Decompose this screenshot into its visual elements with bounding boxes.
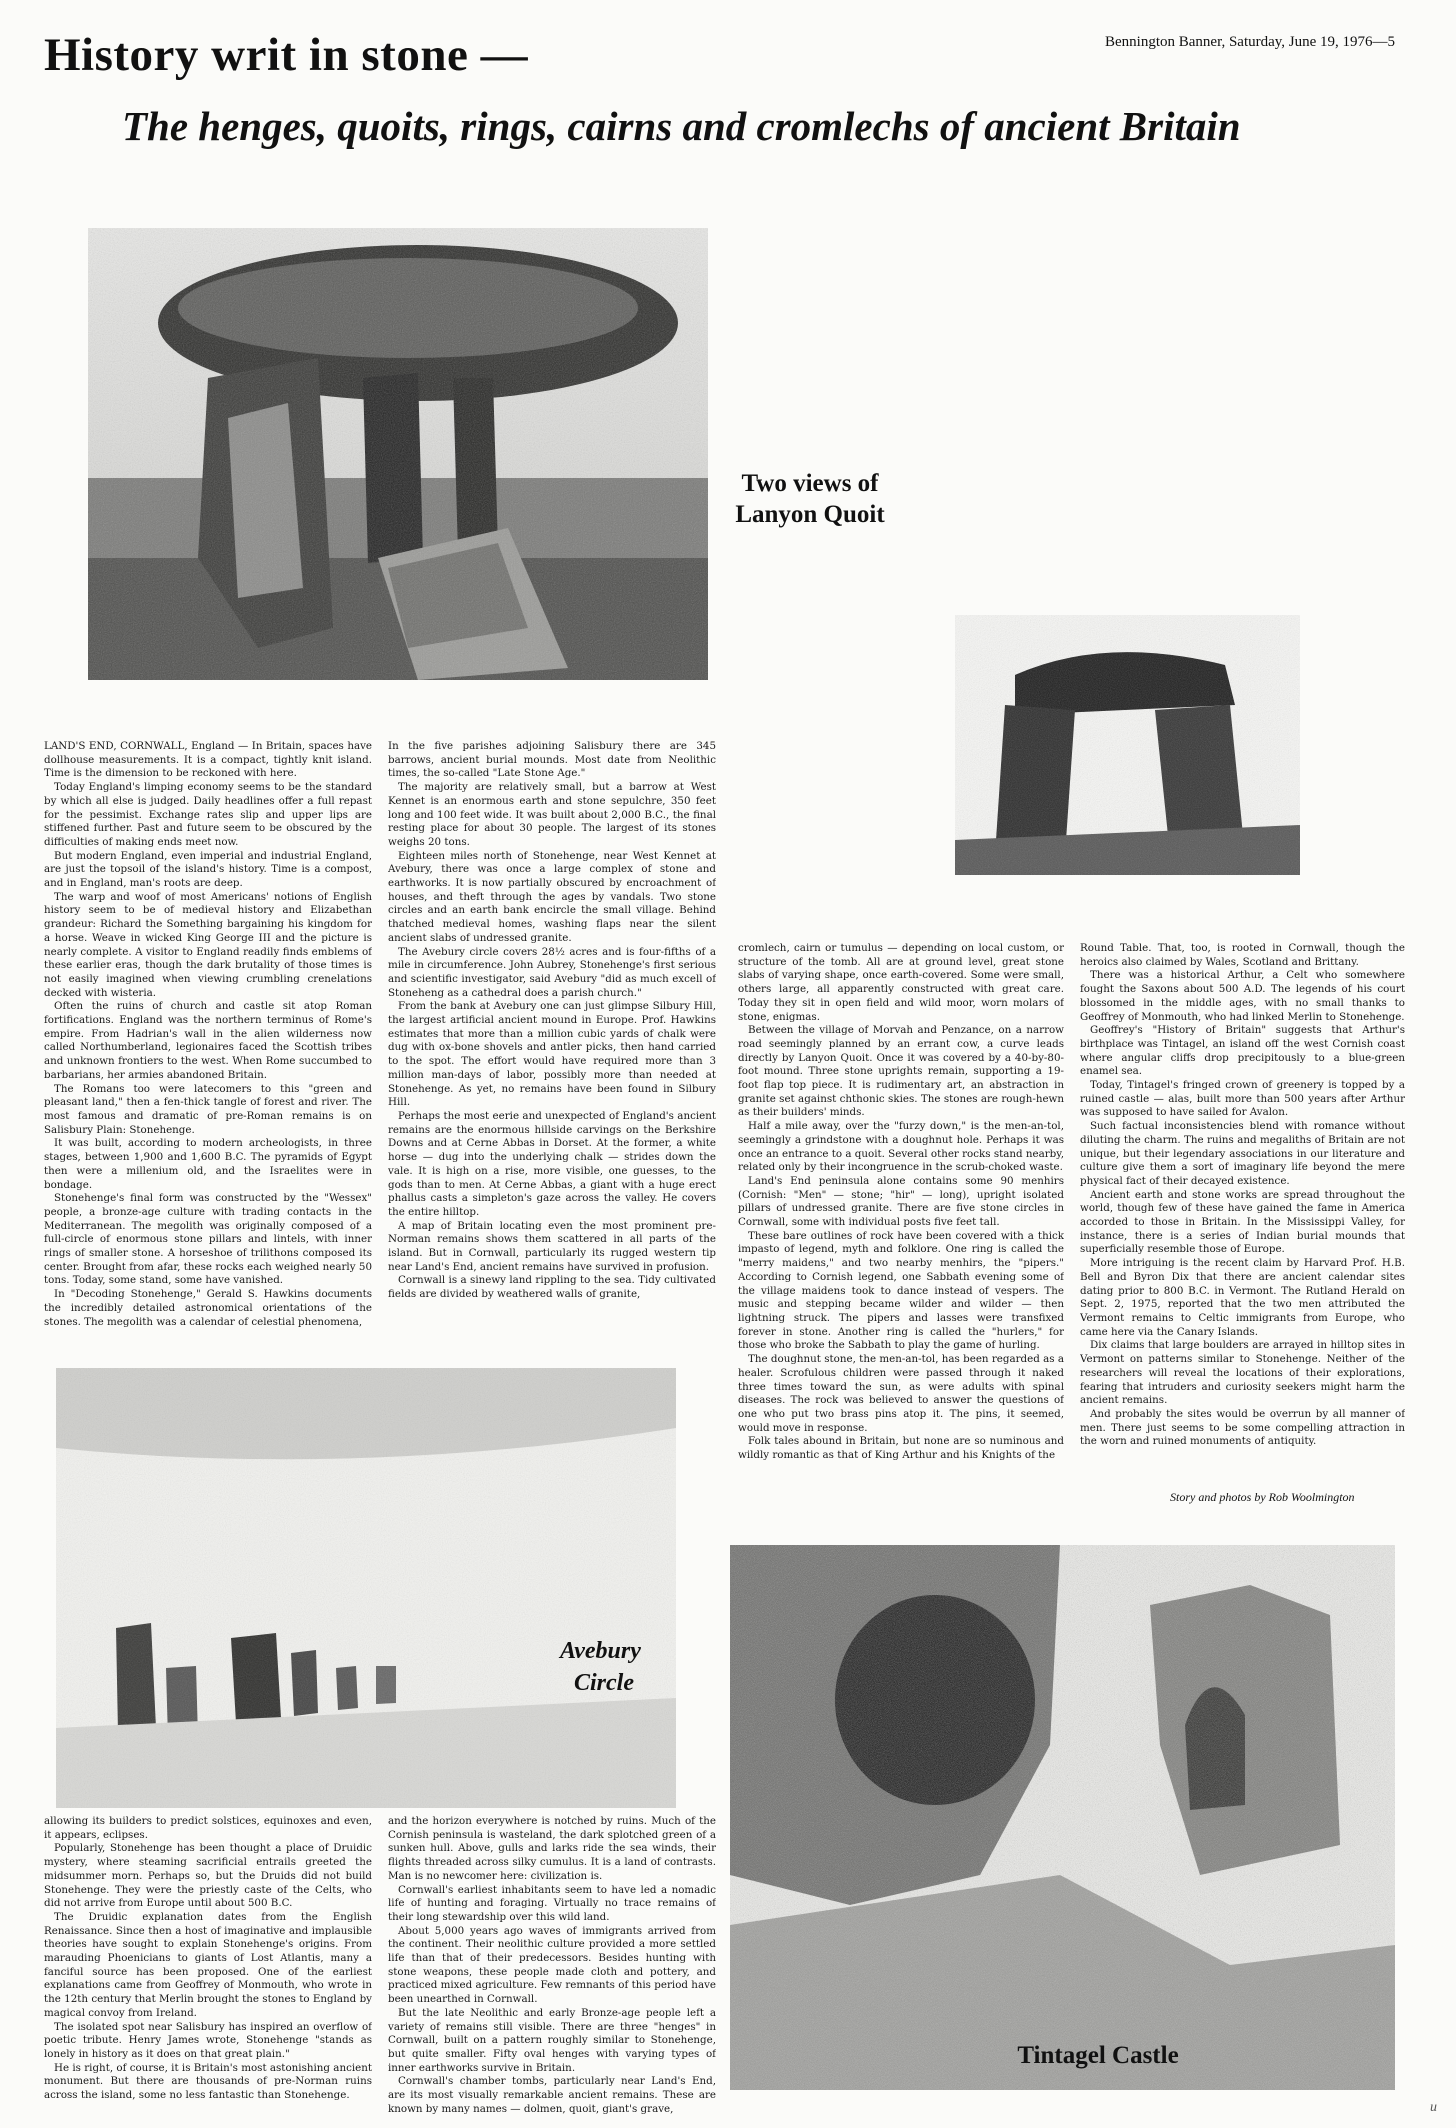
- paragraph: More intriguing is the recent claim by Harvard Prof. H.B. Bell and Byron Dix that there are ancient calendar sites dating prior to 800 B.C. in Vermont. The Rutland Herald on Sept. 2, 1975, reported that the two men attributed the Vermont remains to Celtic immigrants from Europe, who came here via the Canary Islands.: [1080, 1257, 1405, 1338]
- paragraph: Half a mile away, over the "furzy down," is the men-an-tol, seemingly a grindstone with a doughnut hole. Perhaps it was once an entrance to a quoit. Several other rocks stand nearby, related only by their incongruence in the scrub-choked waste.: [738, 1120, 1064, 1174]
- paragraph: Perhaps the most eerie and unexpected of England's ancient remains are the enormous hillside carvings on the Berkshire Downs and at Cerne Abbas in Dorset. At the former, a white horse — dug into the underlying chalk — strides down the vale. It is high on a rise, more visible, one guesses, to the gods than to men. At Cerne Abbas, a giant with a huge erect phallus casts a simpleton's gaze across the valley. He covers the entire hilltop.: [388, 1109, 716, 1218]
- subheadline: The henges, quoits, rings, cairns and cromlechs of ancient Britain: [122, 103, 1241, 149]
- paragraph: About 5,000 years ago waves of immigrants arrived from the continent. Their neolithic culture provided a more settled life than that of their predecessors. Besides hunting with stone weapons, these people made cloth and pottery, and practiced mixed agriculture. Few remnants of this period have been unearthed in Cornwall.: [388, 1924, 716, 2006]
- article-column-1: [44, 740, 372, 1330]
- paragraph: allowing its builders to predict solstices, equinoxes and even, it appears, eclipses.: [44, 1815, 372, 1841]
- caption-lanyon-quoit: Two views of Lanyon Quoit: [735, 470, 885, 529]
- paragraph: There was a historical Arthur, a Celt who somewhere fought the Saxons about 500 A.D. The legends of his court blossomed in the middle ages, with no small thanks to Geoffrey of Monmouth, who had linked Merlin to Stonehenge.: [1080, 969, 1405, 1023]
- paragraph: Often the ruins of church and castle sit atop Roman fortifications. England was the northern terminus of Rome's empire. From Hadrian's wall in the alien wilderness now called Northumberland, legionaires faced the Scottish tribes and unknown frontiers to the west. When Rome succumbed to barbarians, her armies abandoned Britain.: [44, 1000, 372, 1081]
- caption-avebury-line2: Circle: [574, 1670, 634, 1697]
- article-column-4: [1080, 942, 1405, 1482]
- article-column-6: [388, 1815, 716, 2115]
- photo-avebury-circle: [56, 1368, 676, 1808]
- paragraph: Today, Tintagel's fringed crown of greenery is topped by a ruined castle — alas, built more than 500 years after Arthur was supposed to have sailed for Avalon.: [1080, 1079, 1405, 1119]
- paragraph: Land's End peninsula alone contains some 90 menhirs (Cornish: "Men" — stone; "hir" — long), upright isolated pillars of undressed granite. There are five stone circles in Cornwall, some with individual posts five feet tall.: [738, 1174, 1064, 1229]
- paragraph: Folk tales abound in Britain, but none are so numinous and wildly romantic as that of King Arthur and his Knights of the: [738, 1435, 1064, 1462]
- paragraph: The warp and woof of most Americans' notions of English history seem to be of medieval history and Elizabethan grandeur: Richard the Something bargaining his kingdom for a horse. Weave in wicked King George III and the picture is nearly complete. A visitor to England readily finds emblems of these earlier eras, though the dark brutality of those times is not easily imagined when viewing crumbling crenelations decked with wisteria.: [44, 890, 372, 999]
- article-column-5: [44, 1815, 372, 2115]
- paragraph: Cornwall is a sinewy land rippling to the sea. Tidy cultivated fields are divided by weathered walls of granite,: [388, 1274, 716, 1301]
- paragraph: Dix claims that large boulders are arrayed in hilltop sites in Vermont on patterns similar to Stonehenge. Neither of the researchers will reveal the locations of their explorations, fearing that intruders and curiosity seekers might harm the ancient remains.: [1080, 1339, 1405, 1407]
- caption-tintagel-castle: Tintagel Castle: [1017, 2042, 1179, 2069]
- caption-avebury-line1: Avebury: [560, 1638, 641, 1664]
- photo-lanyon-quoit-1: [88, 228, 708, 680]
- paragraph: Cornwall's earliest inhabitants seem to have led a nomadic life of hunting and foraging. Virtually no trace remains of their long stewardship over this wild land.: [388, 1883, 716, 1923]
- paragraph: The majority are relatively small, but a barrow at West Kennet is an enormous earth and stone sepulchre, 350 feet long and 100 feet wide. It was built about 2,000 B.C., the final resting place for about 30 people. The largest of its stones weighs 20 tons.: [388, 781, 716, 848]
- photo-tintagel-castle: [730, 1545, 1395, 2090]
- paragraph: Popularly, Stonehenge has been thought a place of Druidic mystery, where steaming sacrificial entrails greeted the midsummer morn. Perhaps so, but the Druids did not build Stonehenge. They were the priestly caste of the Celts, who did not arrive from Europe until about 500 B.C.: [44, 1842, 372, 1910]
- paragraph: LAND'S END, CORNWALL, England — In Britain, spaces have dollhouse measurements. It is a compact, tightly knit island. Time is the dimension to be reckoned with here.: [44, 740, 372, 780]
- paragraph: Eighteen miles north of Stonehenge, near West Kennet at Avebury, there was once a large complex of stone and earthworks. It is now partially obscured by encroachment of houses, and theft through the ages by vandals. Two stone circles and an earth bank encircle the small village. Behind thatched medieval homes, washing flaps near the silent ancient slabs of undressed granite.: [388, 849, 716, 944]
- paragraph: Cornwall's chamber tombs, particularly near Land's End, are its most visually remarkable ancient remains. These are known by many names — dolmen, quoit, giant's grave,: [388, 2075, 716, 2115]
- paragraph: Such factual inconsistencies blend with romance without diluting the charm. The ruins and megaliths of Britain are not unique, but their legendary associations in our literature and culture give them a sort of imaginary life beyond the mere physical fact of their decayed existence.: [1080, 1120, 1405, 1187]
- paragraph: Today England's limping economy seems to be the standard by which all else is judged. Daily headlines offer a full repast for the pessimist. Exchange rates slip and upper lips are stiffened further. Past and future seem to be obscured by the difficulties of making ends meet now.: [44, 781, 372, 848]
- paragraph: From the bank at Avebury one can just glimpse Silbury Hill, the largest artificial ancient mound in Europe. Prof. Hawkins estimates that more than a million cubic yards of chalk were dug with ox-bone shovels and antler picks, then hand carried to the spot. The effort would have required more than 3 million man-days of labor, possibly more than needed at Stonehenge. As yet, no remains have been found in Silbury Hill.: [388, 1000, 716, 1109]
- paragraph: The Romans too were latecomers to this "green and pleasant land," then a fen-thick tangle of forest and river. The most famous and dramatic of pre-Roman remains is on Salisbury Plain: Stonehenge.: [44, 1082, 372, 1136]
- caption-avebury-circle: [560, 1635, 680, 1700]
- page-mark: u: [1430, 2100, 1437, 2115]
- paragraph: Ancient earth and stone works are spread throughout the world, though few of these have gained the fame in America accorded to those in Britain. In the Mississippi Valley, for instance, there is a series of Indian burial mounds that superficially resemble those of Europe.: [1080, 1188, 1405, 1256]
- photo-credit: Story and photos by Rob Woolmington: [1170, 1490, 1355, 1504]
- paragraph: In "Decoding Stonehenge," Gerald S. Hawkins documents the incredibly detailed astronomical orientations of the stones. The megolith was a calendar of celestial phenomena,: [44, 1288, 372, 1328]
- paragraph: Between the village of Morvah and Penzance, on a narrow road seemingly planned by an errant cow, a curve leads directly by Lanyon Quoit. Once it was covered by a 40-by-80-foot mound. Three stone uprights remain, supporting a 19-foot flap top piece. It is rudimentary art, an abstraction in granite set against chthonic skies. The stones are rough-hewn as their builders' minds.: [738, 1024, 1064, 1119]
- dateline: Bennington Banner, Saturday, June 19, 1976—5: [1105, 34, 1396, 50]
- paragraph: and the horizon everywhere is notched by ruins. Much of the Cornish peninsula is wasteland, the dark splotched green of a sunken hull. Above, gulls and larks ride the sea winds, their flights threaded across silky cumulus. It is a land of contrasts. Man is no newcomer here: civilization is.: [388, 1815, 716, 1882]
- paragraph: Geoffrey's "History of Britain" suggests that Arthur's birthplace was Tintagel, an island off the west Cornish coast where angular cliffs drop precipitously to a blue-green enamel sea.: [1080, 1024, 1405, 1078]
- headline: History writ in stone —: [44, 29, 529, 81]
- paragraph: It was built, according to modern archeologists, in three stages, between 1,900 and 1,600 B.C. The pyramids of Egypt then were a millenium old, and the Israelites were in bondage.: [44, 1137, 372, 1191]
- paragraph: The isolated spot near Salisbury has inspired an overflow of poetic tribute. Henry James wrote, Stonehenge "stands as lonely in history as it does on that great plain.": [44, 2020, 372, 2060]
- paragraph: The Avebury circle covers 28½ acres and is four-fifths of a mile in circumference. John Aubrey, Stonehenge's first serious and scientific investigator, said Avebury "did as much excell of Stoneheng as a cathedral does a parish church.": [388, 945, 716, 999]
- paragraph: But the late Neolithic and early Bronze-age people left a variety of remains still visible. There are three "henges" in Cornwall, built on a pattern roughly similar to Stonehenge, but quite smaller. Fifty oval henges with varying types of inner earthworks survive in Britain.: [388, 2006, 716, 2074]
- paragraph: Round Table. That, too, is rooted in Cornwall, though the heroics also claimed by Wales, Scotland and Brittany.: [1080, 942, 1405, 968]
- paragraph: Stonehenge's final form was constructed by the "Wessex" people, a bronze-age culture with trading contacts in the Mediterranean. The megolith was originally composed of a full-circle of enormous stone pillars and lintels, with inner rings of smaller stone. A horseshoe of trilithons composed its center. Brought from afar, these rocks each weighed nearly 50 tons. Today, some stand, some have vanished.: [44, 1192, 372, 1287]
- paragraph: A map of Britain locating even the most prominent pre-Norman remains shows them scattered in all parts of the island. But in Cornwall, particularly its rugged western tip near Land's End, ancient remains have survived in profusion.: [388, 1219, 716, 1273]
- paragraph: The doughnut stone, the men-an-tol, has been regarded as a healer. Scrofulous children were passed through it naked three times toward the sun, as were adults with spinal diseases. The rock was believed to answer the questions of one who put two brass pins atop it. The pins, it seemed, would move in response.: [738, 1353, 1064, 1434]
- paragraph: And probably the sites would be overrun by all manner of men. There just seems to be some compelling attraction in the worn and ruined monuments of antiquity.: [1080, 1407, 1405, 1448]
- paragraph: He is right, of course, it is Britain's most astonishing ancient monument. But there are thousands of pre-Norman ruins across the island, some no less fantastic than Stonehenge.: [44, 2061, 372, 2102]
- article-column-3: [738, 942, 1064, 1547]
- paragraph: cromlech, cairn or tumulus — depending on local custom, or structure of the tomb. All are at ground level, great stone slabs of varying shape, once earth-covered. Some were small, others large, all apparently constructed with great care. Today they sit in open field and wild moor, worn molars of stone, enigmas.: [738, 942, 1064, 1023]
- article-column-2: [388, 740, 716, 1330]
- paragraph: These bare outlines of rock have been covered with a thick impasto of legend, myth and folklore. One ring is called the "merry maidens," and two nearby menhirs, the "pipers." According to Cornish legend, one Sabbath evening some of the village maidens took to dance instead of vespers. The music and stepping became wilder and wilder — then lightning struck. The pipers and lasses were transfixed forever in stone. Another ring is called the "hurlers," for those who broke the Sabbath to play the game of hurling.: [738, 1229, 1064, 1352]
- paragraph: In the five parishes adjoining Salisbury there are 345 barrows, ancient burial mounds. Most date from Neolithic times, the so-called "Late Stone Age.": [388, 740, 716, 780]
- photo-lanyon-quoit-2: [955, 615, 1300, 875]
- paragraph: But modern England, even imperial and industrial England, are just the topsoil of the island's history. Time is a compost, and in England, man's roots are deep.: [44, 849, 372, 890]
- paragraph: The Druidic explanation dates from the English Renaissance. Since then a host of imaginative and implausible theories have sought to explain Stonehenge's origins. From marauding Phoenicians to giants of Lost Atlantis, many a fanciful source has been proposed. One of the earliest explanations came from Geoffrey of Monmouth, who wrote in the 12th century that Merlin brought the stones to England by magical convoy from Ireland.: [44, 1910, 372, 2019]
